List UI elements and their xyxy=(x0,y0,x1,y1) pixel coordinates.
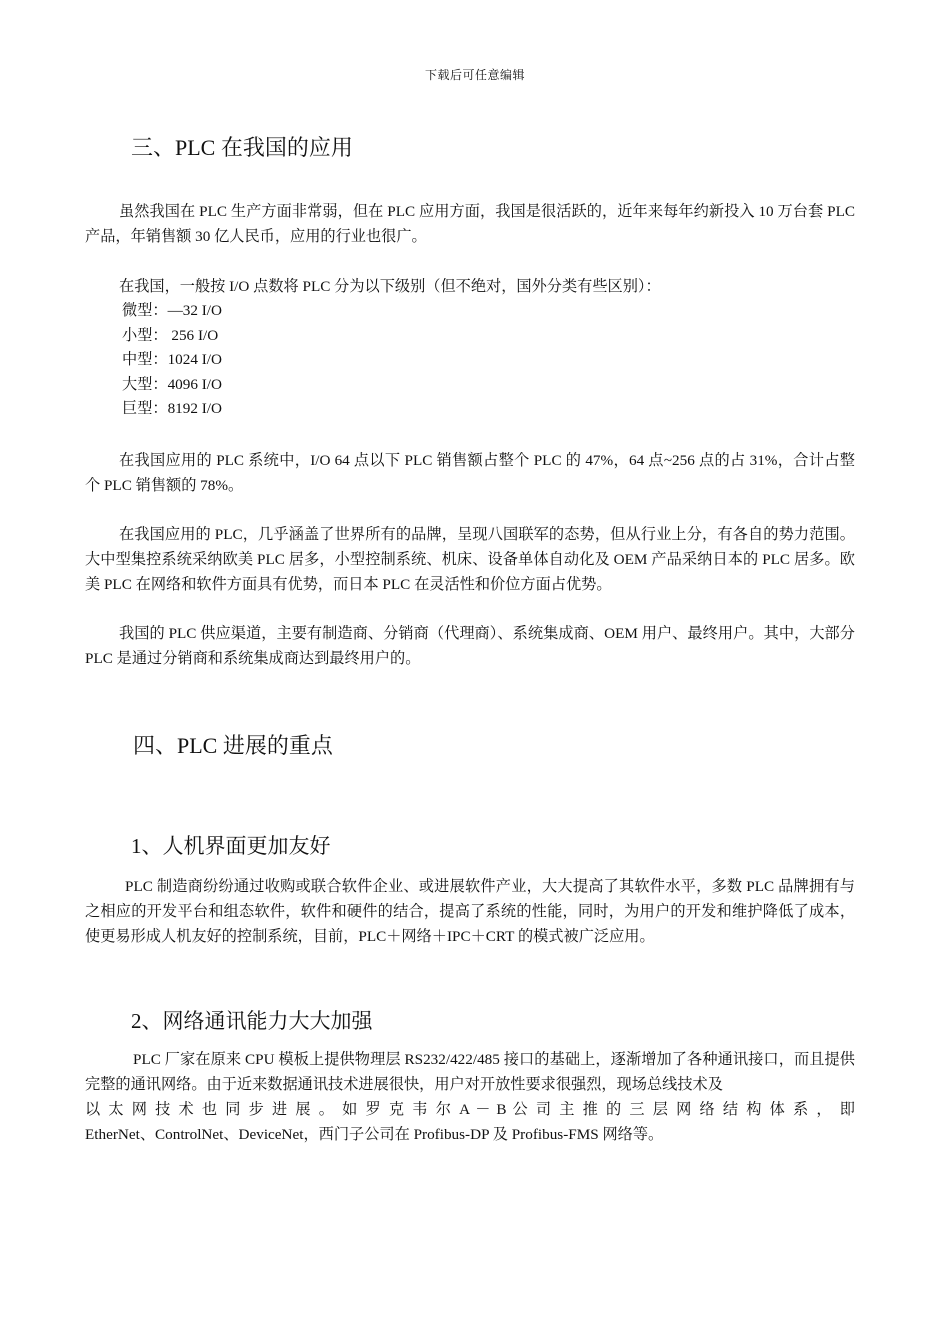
section-3-paragraph-1: 虽然我国在 PLC 生产方面非常弱，但在 PLC 应用方面，我国是很活跃的，近年来每年约新投入 10 万台套 PLC 产品，年销售额 30 亿人民币，应用的行业也很广。 xyxy=(85,203,855,245)
section-3-paragraph-3: 在我国应用的 PLC 系统中，I/O 64 点以下 PLC 销售额占整个 PLC 的 47%，64 点~256 点的占 31%，合计占整个 PLC 销售额的 78%。 xyxy=(85,452,855,494)
subsection-1-paragraph: PLC 制造商纷纷通过收购或联合软件企业、或进展软件产业，大大提高了其软件水平，多数 PLC 品牌拥有与之相应的开发平台和组态软件，软件和硬件的结合，提高了系统的性能，同时，为用户的开发和维护降低了成本，使更易形成人机友好的控制系统，目前，PLC＋网络＋IPC＋CRT 的模式被广泛应用。 xyxy=(85,878,855,945)
plc-level-micro: 微型：—32 I/O xyxy=(122,302,222,319)
section-3-paragraph-2: 在我国，一般按 I/O 点数将 PLC 分为以下级别（但不绝对，国外分类有些区别）： xyxy=(119,278,661,295)
plc-level-huge: 巨型：8192 I/O xyxy=(122,400,222,418)
section-3-paragraph-4: 在我国应用的 PLC，几乎涵盖了世界所有的品牌，呈现八国联军的态势，但从行业上分，有各自的势力范围。大中型集控系统采纳欧美 PLC 居多，小型控制系统、机床、设备单体自动化及 OEM 产品采纳日本的 PLC 居多。欧美 PLC 在网络和软件方面具有优势，而日本 PLC 在灵活性和价位方面占优势。 xyxy=(85,526,855,593)
section-3-paragraph-5: 我国的 PLC 供应渠道，主要有制造商、分销商（代理商）、系统集成商、OEM 用户、最终用户。其中，大部分 PLC 是通过分销商和系统集成商达到最终用户的。 xyxy=(85,625,855,667)
subsection-2-line-3: EtherNet、ControlNet、DeviceNet，西门子公司在 Profibus-DP 及 Profibus-FMS 网络等。 xyxy=(85,1126,664,1143)
subsection-2-paragraph xyxy=(85,1047,855,1147)
subsection-2-line-2: 以 太 网 技 术 也 同 步 进 展 。 如 罗 克 韦 尔 A － B 公 司 主 推 的 三 层 网 络 结 构 体 系 ， 即 xyxy=(85,1101,855,1118)
page-header-note: 下载后可任意编辑 xyxy=(424,68,525,82)
plc-level-small: 小型： 256 I/O xyxy=(122,326,219,344)
subsection-2-line-1: PLC 厂家在原来 CPU 模板上提供物理层 RS232/422/485 接口的基础上，逐渐增加了各种通讯接口，而且提供完整的通讯网络。由于近来数据通讯技术进展很快，用户对开放性要求很强烈，现场总线技术及 xyxy=(85,1051,855,1093)
plc-level-list xyxy=(122,299,222,422)
plc-level-large: 大型：4096 I/O xyxy=(122,375,222,393)
plc-level-medium: 中型：1024 I/O xyxy=(122,351,222,369)
subsection-2-heading: 2、网络通讯能力大大加强 xyxy=(131,1009,373,1033)
section-4-heading: 四、PLC 进展的重点 xyxy=(133,733,333,758)
section-3-heading: 三、PLC 在我国的应用 xyxy=(131,135,353,160)
subsection-1-heading: 1、人机界面更加友好 xyxy=(131,834,331,858)
